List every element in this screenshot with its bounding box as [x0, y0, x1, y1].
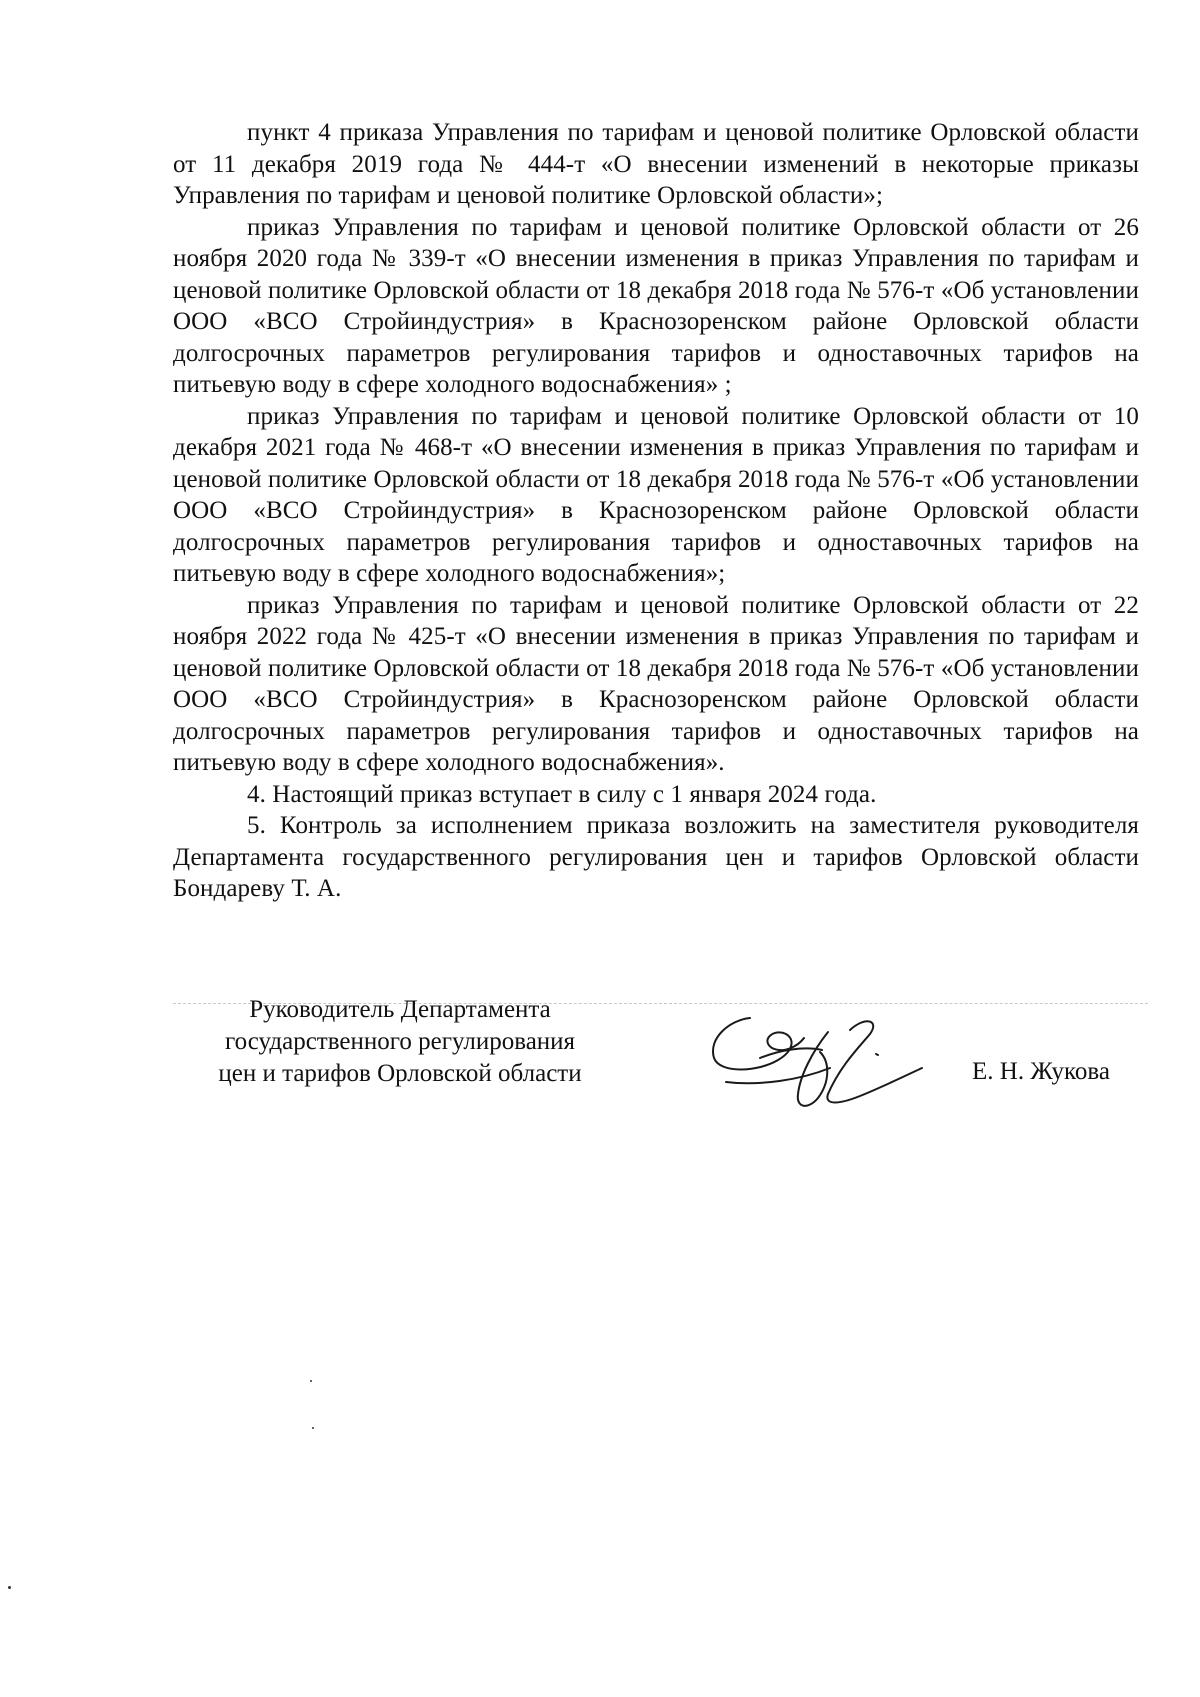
paragraph-control: 5. Контроль за исполнением приказа возложить на заместителя руководителя Департамента государственного регулирования цен и тарифов Орловской области Бондареву Т. А. [173, 812, 1139, 902]
paragraph-item-1: пункт 4 приказа Управления по тарифам и ценовой политике Орловской области от 11 декабря 2019 года № 444-т «О внесении изменений в некоторые приказы Управления по тарифам и ценовой политике Орловской области»; [173, 119, 1139, 209]
scan-speck [8, 1586, 11, 1589]
signatory-position-line-2: государственного регулирования [224, 1028, 576, 1055]
signatory-name: Е. Н. Жукова [972, 1058, 1110, 1085]
handwritten-signature [700, 990, 940, 1120]
signature-block [0, 990, 1200, 1140]
scan-speck [312, 1427, 314, 1429]
signatory-position [180, 994, 620, 1090]
signatory-position-line-3: цен и тарифов Орловской области [218, 1060, 582, 1087]
paragraph-item-2: приказ Управления по тарифам и ценовой политике Орловской области от 26 ноября 2020 года № 339-т «О внесении изменения в приказ Управления по тарифам и ценовой политике Орловской области от 18 декабря 2018 года № 576-т «Об установлении ООО «ВСО Стройиндустрия» в Краснозоренском районе Орловской области долгосрочных параметров регулирования тарифов и одноставочных тарифов на питьевую воду в сфере холодного водоснабжения» ; [173, 213, 1139, 398]
scan-speck [310, 1380, 312, 1382]
paragraph-item-3: приказ Управления по тарифам и ценовой политике Орловской области от 10 декабря 2021 года № 468-т «О внесении изменения в приказ Управления по тарифам и ценовой политике Орловской области от 18 декабря 2018 года № 576-т «Об установлении ООО «ВСО Стройиндустрия» в Краснозоренском районе Орловской области долгосрочных параметров регулирования тарифов и одноставочных тарифов на питьевую воду в сфере холодного водоснабжения»; [173, 402, 1139, 587]
signatory-position-line-1: Руководитель Департамента [249, 996, 551, 1023]
paragraph-effective-date: 4. Настоящий приказ вступает в силу с 1 января 2024 года. [247, 780, 877, 808]
document-body [173, 117, 1139, 905]
paragraph-item-4: приказ Управления по тарифам и ценовой политике Орловской области от 22 ноября 2022 года № 425-т «О внесении изменения в приказ Управления по тарифам и ценовой политике Орловской области от 18 декабря 2018 года № 576-т «Об установлении ООО «ВСО Стройиндустрия» в Краснозоренском районе Орловской области долгосрочных параметров регулирования тарифов и одноставочных тарифов на питьевую воду в сфере холодного водоснабжения». [173, 591, 1139, 776]
